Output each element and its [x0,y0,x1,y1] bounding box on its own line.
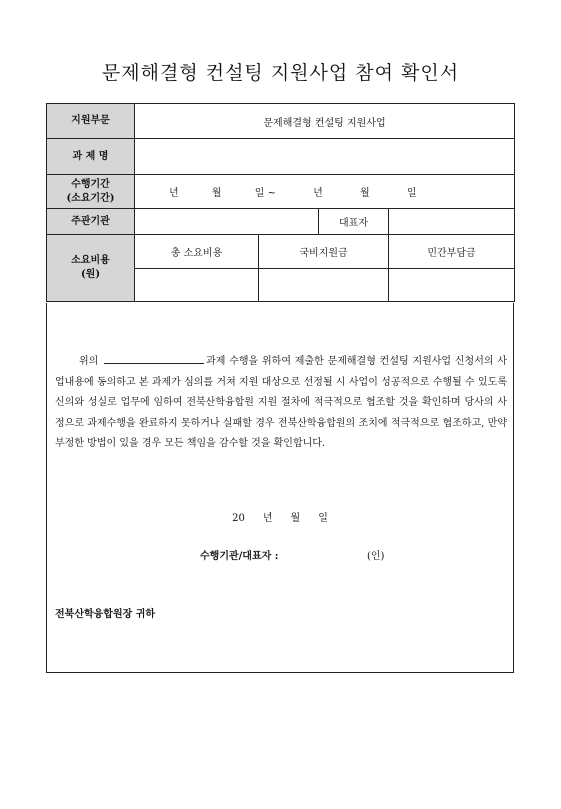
period-start-year: 년 [169,188,179,199]
statement-box [46,303,514,673]
seal-mark: (인) [367,551,385,562]
period-end-month: 월 [359,188,370,199]
period-value[interactable] [135,175,515,209]
cost-header-row [47,235,515,269]
date-line [47,509,513,524]
period-end-year: 년 [313,188,323,199]
period-end-day: 일 [406,188,417,199]
statement-prefix: 위의 [79,356,99,367]
document-title: 문제해결형 컨설팅 지원사업 참여 확인서 [101,62,460,84]
period-label [47,175,135,209]
period-row [47,175,515,209]
cost-label [47,235,135,302]
period-start-month: 월 [211,188,222,199]
agency-row [47,209,515,235]
cost-value-gov[interactable] [259,269,389,302]
signature-label: 수행기관/대표자 : [200,551,279,562]
info-table [46,103,515,302]
cost-label-line1: 소요비용 [71,255,110,266]
cost-value-total[interactable] [135,269,259,302]
statement-body: 과제 수행을 위하여 제출한 문제해결형 컨설팅 지원사업 신청서의 사업내용에 동의하고 본 과제가 심의를 거쳐 지원 대상으로 선정될 시 사업이 성공적으로 수행될 수 있도록 신의와 성실로 업무에 임하여 전북산학융합원 지원 절차에 적극적으로 협조할 것을 확인하며 당사의 사정으로 과제수행을 완료하지 못하거나 실패할 경우 전북산학융합원의 조치에 적극적으로 협조하고, 만약 부정한 방법이 있을 경우 모든 책임을 감수할 것을 확인합니다. [55,356,507,449]
cost-header-private: 민간부담금 [389,235,515,269]
period-start-day: 일 ~ [254,188,276,199]
cost-value-private[interactable] [389,269,515,302]
cost-header-total: 총 소요비용 [135,235,259,269]
program-row [47,104,515,139]
task-name-blank[interactable] [104,353,204,364]
rep-label: 대표자 [319,209,389,235]
task-value[interactable] [135,139,515,175]
statement-paragraph [55,352,507,455]
program-label: 지원부문 [47,104,135,139]
date-year: 20 [232,513,245,524]
period-label-line2: (소요기간) [66,192,115,204]
program-value: 문제해결형 컨설팅 지원사업 [135,104,515,139]
agency-label: 주관기관 [47,209,135,235]
agency-value[interactable] [135,209,319,235]
date-month-unit: 월 [290,513,301,524]
rep-value[interactable] [389,209,515,235]
addressee: 전북산학융합원장 귀하 [55,609,156,620]
date-day-unit: 일 [318,513,328,524]
task-label: 과 제 명 [47,139,135,175]
period-label-line1: 수행기간 [71,178,110,190]
task-row [47,139,515,175]
cost-label-line2: (원) [80,269,101,280]
cost-header-gov: 국비지원금 [259,235,389,269]
date-year-unit: 년 [262,513,273,524]
